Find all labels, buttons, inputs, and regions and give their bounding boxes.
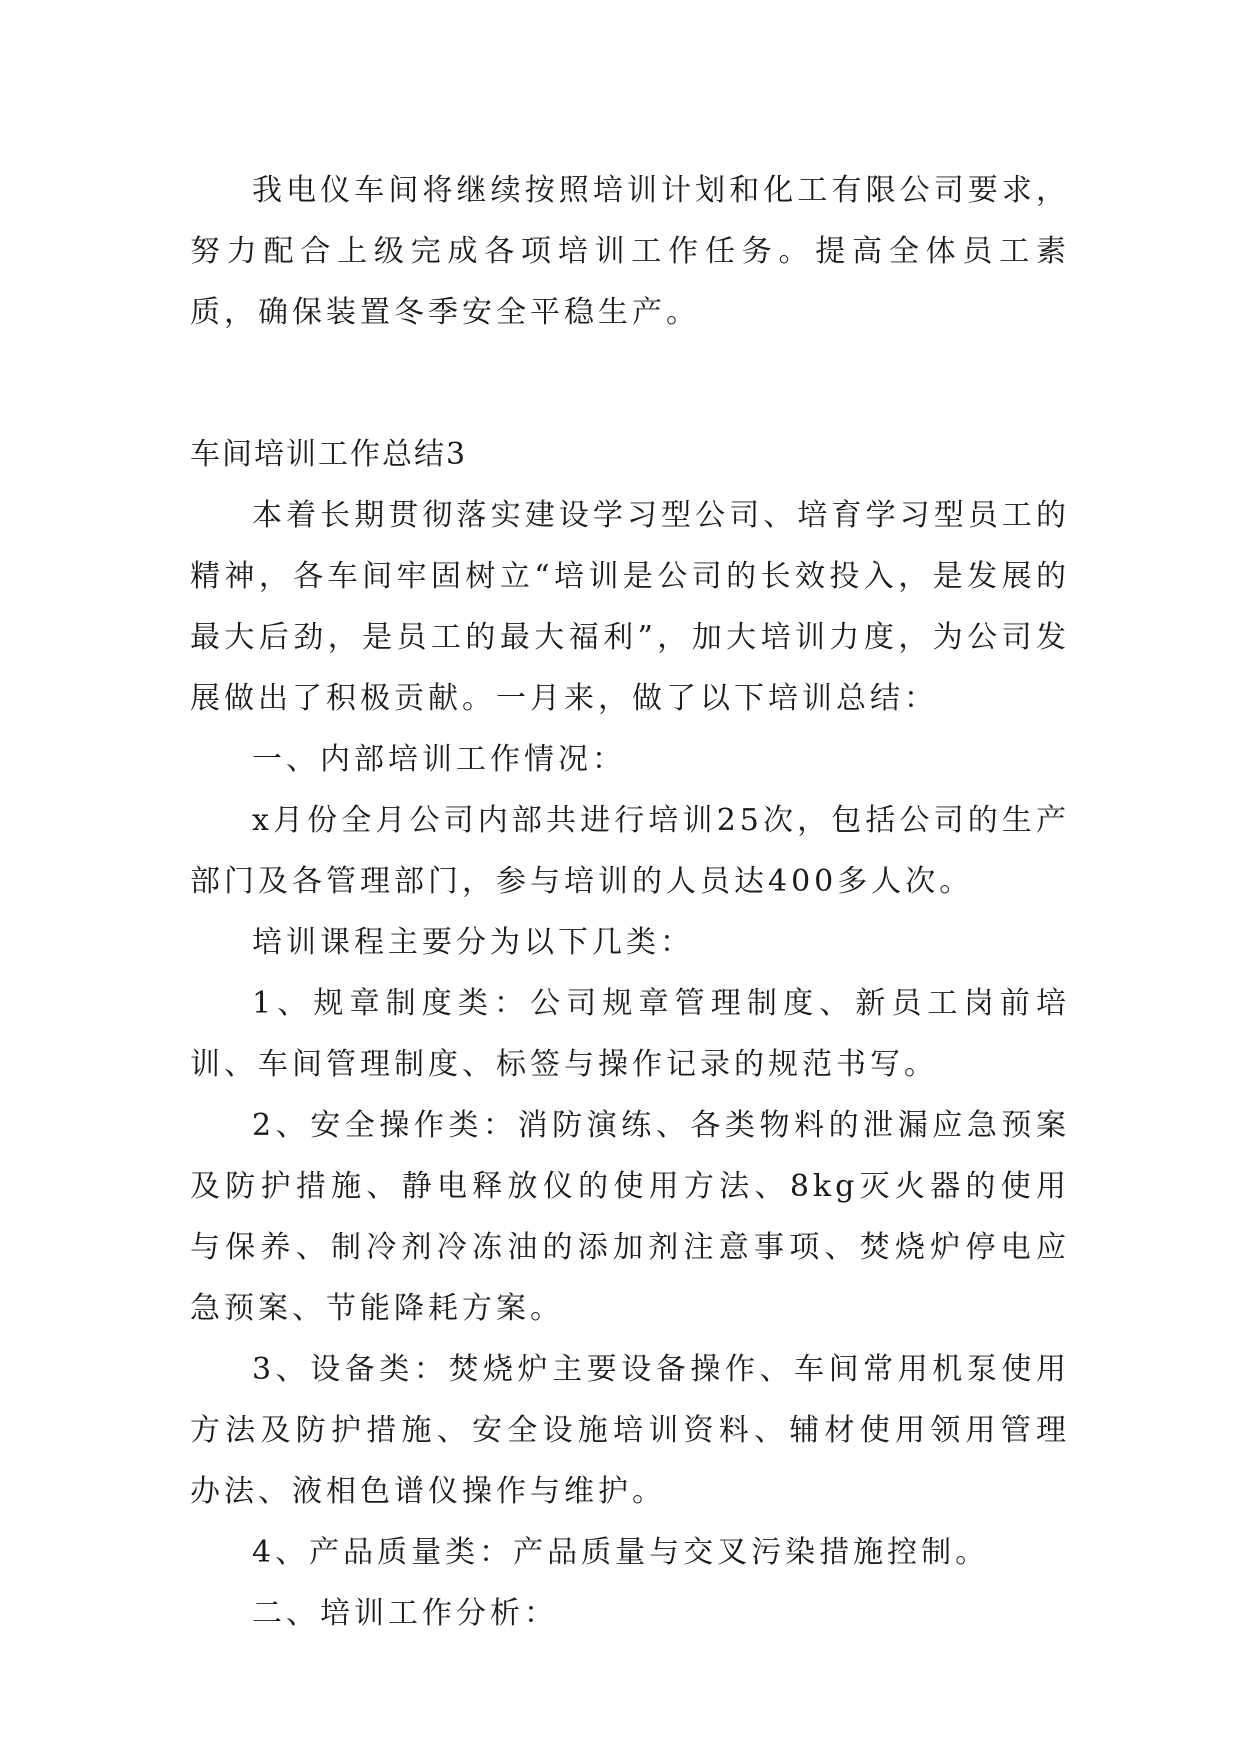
document-body xyxy=(190,160,1070,1644)
paragraph-heading-analysis: 二、培训工作分析： xyxy=(252,1596,558,1631)
paragraph-category-equipment: 3、设备类：焚烧炉主要设备操作、车间常用机泵使用方法及防护措施、安全设施培训资料、辅材使用领用管理办法、液相色谱仪操作与维护。 xyxy=(190,1352,1070,1509)
paragraph-heading-internal-training: 一、内部培训工作情况： xyxy=(252,742,626,777)
paragraph-intro: 本着长期贯彻落实建设学习型公司、培育学习型员工的精神，各车间牢固树立“培训是公司的长效投入，是发展的最大后劲，是员工的最大福利”，加大培训力度，为公司发展做出了积极贡献。一月来，做了以下培训总结： xyxy=(190,498,1070,716)
paragraph-category-quality: 4、产品质量类：产品质量与交叉污染措施控制。 xyxy=(252,1535,990,1570)
paragraph-closing-statement: 我电仪车间将继续按照培训计划和化工有限公司要求，努力配合上级完成各项培训工作任务。提高全体员工素质，确保装置冬季安全平稳生产。 xyxy=(190,173,1070,330)
paragraph-training-count: x月份全月公司内部共进行培训25次，包括公司的生产部门及各管理部门，参与培训的人员达400多人次。 xyxy=(190,803,1070,899)
paragraph-category-rules: 1、规章制度类：公司规章管理制度、新员工岗前培训、车间管理制度、标签与操作记录的规范书写。 xyxy=(190,986,1070,1082)
paragraph-gap xyxy=(190,343,1070,424)
section-title: 车间培训工作总结3 xyxy=(190,437,468,472)
paragraph-course-categories: 培训课程主要分为以下几类： xyxy=(252,925,694,960)
paragraph-category-safety: 2、安全操作类：消防演练、各类物料的泄漏应急预案及防护措施、静电释放仪的使用方法、8kg灭火器的使用与保养、制冷剂冷冻油的添加剂注意事项、焚烧炉停电应急预案、节能降耗方案。 xyxy=(190,1108,1070,1326)
